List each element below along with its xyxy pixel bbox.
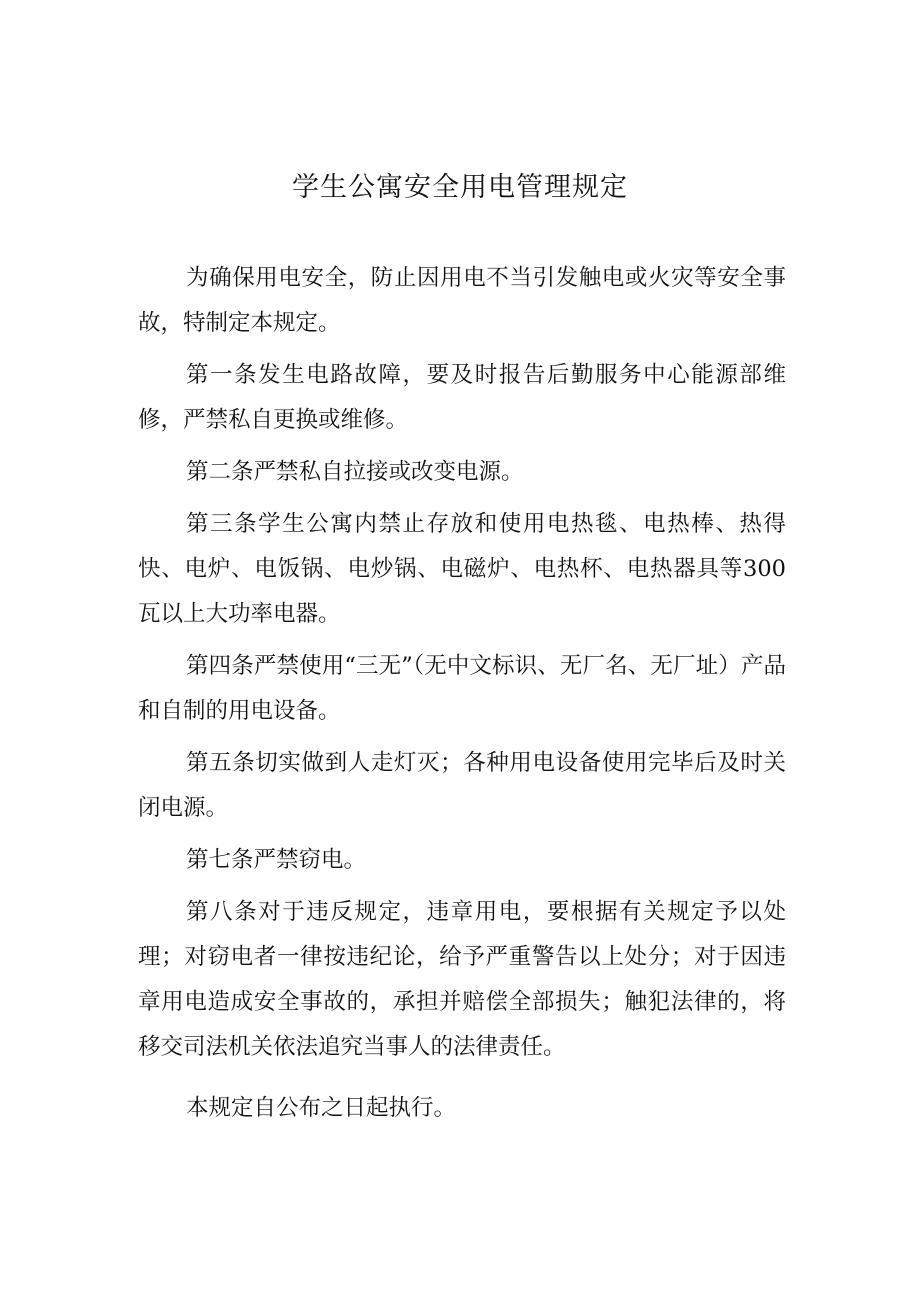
document-title: 学生公寓安全用电管理规定 [292,172,628,203]
article-7: 第七条严禁窃电。 [186,847,367,873]
document-body [138,256,786,1131]
article-1: 第一条发生电路故障，要及时报告后勤服务中心能源部维修，严禁私自更换或维修。 [138,362,786,433]
article-2: 第二条严禁私自拉接或改变电源。 [186,459,524,485]
article-4: 第四条严禁使用“三无”（无中文标识、无厂名、无厂址）产品和自制的用电设备。 [138,653,786,724]
article-5: 第五条切实做到人走灯灭；各种用电设备使用完毕后及时关闭电源。 [138,750,786,821]
intro-paragraph: 为确保用电安全，防止因用电不当引发触电或火灾等安全事故，特制定本规定。 [138,265,786,336]
article-8: 第八条对于违反规定，违章用电，要根据有关规定予以处理；对窃电者一律按违纪论，给予严重警告以上处分；对于因违章用电造成安全事故的，承担并赔偿全部损失；触犯法律的，将移交司法机关依法追究当事人的法律责任。 [138,899,786,1060]
closing-paragraph: 本规定自公布之日起执行。 [186,1095,457,1121]
article-3: 第三条学生公寓内禁止存放和使用电热毯、电热棒、热得快、电炉、电饭锅、电炒锅、电磁炉、电热杯、电热器具等300瓦以上大功率电器。 [138,511,786,627]
